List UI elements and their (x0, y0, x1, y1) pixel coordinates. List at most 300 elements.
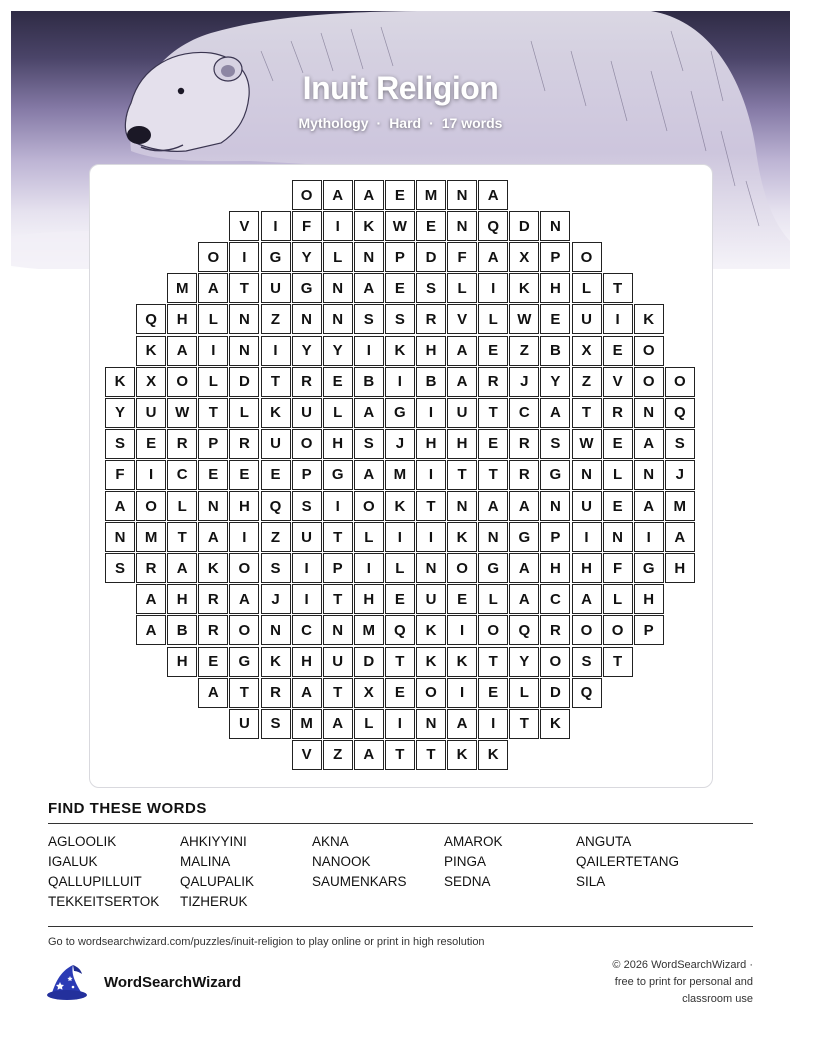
grid-cell[interactable]: K (416, 647, 446, 677)
grid-cell[interactable]: O (478, 615, 508, 645)
grid-cell[interactable]: A (665, 522, 695, 552)
grid-cell[interactable]: K (447, 647, 477, 677)
grid-cell[interactable]: H (665, 553, 695, 583)
grid-cell[interactable]: A (509, 584, 539, 614)
puzzle-category: Mythology (298, 115, 369, 131)
grid-cell[interactable]: A (354, 398, 384, 428)
grid-cell[interactable]: A (167, 336, 197, 366)
grid-cell[interactable]: D (509, 211, 539, 241)
grid-cell[interactable]: T (603, 273, 633, 303)
grid-cell[interactable]: G (634, 553, 664, 583)
grid-cell[interactable]: Q (478, 211, 508, 241)
meta-separator: · (376, 115, 382, 131)
grid-cell[interactable]: O (292, 180, 322, 210)
grid-cell[interactable]: X (572, 336, 602, 366)
grid-cell[interactable]: M (292, 709, 322, 739)
grid-cell[interactable]: C (167, 460, 197, 490)
grid-cell[interactable]: U (229, 709, 259, 739)
grid-cell[interactable]: U (416, 584, 446, 614)
grid-cell[interactable]: D (416, 242, 446, 272)
grid-cell[interactable]: Q (665, 398, 695, 428)
grid-cell[interactable]: H (540, 553, 570, 583)
grid-cell[interactable]: E (478, 429, 508, 459)
grid-cell[interactable]: H (447, 429, 477, 459)
grid-cell[interactable]: E (447, 584, 477, 614)
grid-cell[interactable]: H (323, 429, 353, 459)
grid-cell[interactable]: N (416, 709, 446, 739)
grid-cell[interactable]: K (198, 553, 228, 583)
grid-cell[interactable]: O (136, 491, 166, 521)
grid-cell[interactable]: E (603, 336, 633, 366)
grid-cell[interactable]: K (261, 398, 291, 428)
grid-cell[interactable]: L (323, 398, 353, 428)
grid-cell[interactable]: Z (323, 740, 353, 770)
grid-cell[interactable]: D (540, 678, 570, 708)
grid-cell[interactable]: H (167, 584, 197, 614)
grid-cell[interactable]: V (447, 304, 477, 334)
grid-cell[interactable]: N (198, 491, 228, 521)
grid-cell[interactable]: J (261, 584, 291, 614)
grid-cell[interactable]: B (540, 336, 570, 366)
grid-cell[interactable]: M (354, 615, 384, 645)
grid-cell[interactable]: S (665, 429, 695, 459)
grid-cell[interactable]: X (354, 678, 384, 708)
grid-cell[interactable]: K (447, 522, 477, 552)
grid-cell[interactable]: A (354, 273, 384, 303)
grid-cell[interactable]: H (572, 553, 602, 583)
grid-cell[interactable]: I (261, 211, 291, 241)
grid-cell[interactable]: S (572, 647, 602, 677)
grid-cell[interactable]: E (385, 180, 415, 210)
grid-cell[interactable]: A (354, 460, 384, 490)
grid-cell[interactable]: K (478, 740, 508, 770)
grid-cell[interactable]: A (540, 398, 570, 428)
grid-cell[interactable]: O (229, 615, 259, 645)
grid-cell[interactable]: A (136, 584, 166, 614)
grid-cell[interactable]: P (540, 242, 570, 272)
grid-cell[interactable]: P (323, 553, 353, 583)
grid-cell[interactable]: X (136, 367, 166, 397)
grid-cell[interactable]: A (198, 522, 228, 552)
grid-cell[interactable]: M (167, 273, 197, 303)
grid-cell[interactable]: Z (261, 522, 291, 552)
grid-cell[interactable]: N (540, 211, 570, 241)
grid-cell[interactable]: L (198, 367, 228, 397)
grid-cell[interactable]: I (229, 522, 259, 552)
grid-cell[interactable]: U (136, 398, 166, 428)
grid-cell[interactable]: R (198, 584, 228, 614)
grid-cell[interactable]: V (229, 211, 259, 241)
grid-cell[interactable]: I (354, 553, 384, 583)
grid-cell[interactable]: T (229, 678, 259, 708)
grid-cell[interactable]: I (478, 709, 508, 739)
grid-cell[interactable]: K (509, 273, 539, 303)
grid-cell[interactable]: A (136, 615, 166, 645)
grid-cell[interactable]: A (292, 678, 322, 708)
grid-cell[interactable]: A (509, 553, 539, 583)
grid-cell[interactable]: A (354, 740, 384, 770)
grid-cell[interactable]: I (198, 336, 228, 366)
grid-cell[interactable]: Q (136, 304, 166, 334)
grid-cell[interactable]: I (385, 367, 415, 397)
grid-cell[interactable]: A (634, 429, 664, 459)
grid-cell[interactable]: H (540, 273, 570, 303)
grid-cell[interactable]: I (447, 678, 477, 708)
grid-cell[interactable]: I (354, 336, 384, 366)
grid-cell[interactable]: Q (385, 615, 415, 645)
grid-cell[interactable]: N (603, 522, 633, 552)
grid-cell[interactable]: I (229, 242, 259, 272)
grid-cell[interactable]: S (416, 273, 446, 303)
grid-cell[interactable]: T (261, 367, 291, 397)
grid-cell[interactable]: T (447, 460, 477, 490)
grid-cell[interactable]: R (540, 615, 570, 645)
grid-cell[interactable]: R (198, 615, 228, 645)
grid-cell[interactable]: A (105, 491, 135, 521)
grid-cell[interactable]: M (136, 522, 166, 552)
grid-cell[interactable]: Q (261, 491, 291, 521)
grid-cell[interactable]: I (478, 273, 508, 303)
grid-cell[interactable]: L (167, 491, 197, 521)
grid-cell[interactable]: P (198, 429, 228, 459)
grid-cell[interactable]: L (572, 273, 602, 303)
copyright-line: classroom use (682, 993, 753, 1005)
grid-cell[interactable]: K (385, 491, 415, 521)
grid-cell[interactable]: P (292, 460, 322, 490)
grid-cell[interactable]: T (198, 398, 228, 428)
grid-cell[interactable]: I (447, 615, 477, 645)
grid-cell[interactable]: O (416, 678, 446, 708)
grid-cell[interactable]: Q (509, 615, 539, 645)
grid-cell[interactable]: L (603, 460, 633, 490)
grid-cell[interactable]: R (229, 429, 259, 459)
grid-cell[interactable]: G (261, 242, 291, 272)
grid-cell[interactable]: L (509, 678, 539, 708)
grid-cell[interactable]: U (572, 304, 602, 334)
grid-cell[interactable]: A (634, 491, 664, 521)
grid-cell[interactable]: O (167, 367, 197, 397)
grid-cell[interactable]: G (385, 398, 415, 428)
grid-cell[interactable]: N (354, 242, 384, 272)
grid-cell[interactable]: O (665, 367, 695, 397)
grid-cell[interactable]: A (167, 553, 197, 583)
grid-cell[interactable]: L (603, 584, 633, 614)
grid-cell[interactable]: S (354, 304, 384, 334)
grid-cell[interactable]: E (198, 460, 228, 490)
grid-cell[interactable]: U (572, 491, 602, 521)
grid-cell[interactable]: Y (509, 647, 539, 677)
grid-cell[interactable]: J (385, 429, 415, 459)
grid-cell[interactable]: A (198, 273, 228, 303)
grid-cell[interactable]: O (198, 242, 228, 272)
grid-cell[interactable]: E (478, 678, 508, 708)
grid-cell[interactable]: R (416, 304, 446, 334)
grid-cell[interactable]: D (354, 647, 384, 677)
grid-cell[interactable]: S (385, 304, 415, 334)
grid-cell[interactable]: I (416, 522, 446, 552)
grid-cell[interactable]: O (229, 553, 259, 583)
grid-cell[interactable]: A (229, 584, 259, 614)
grid-cell[interactable]: N (229, 336, 259, 366)
grid-cell[interactable]: A (354, 180, 384, 210)
grid-cell[interactable]: T (385, 740, 415, 770)
grid-cell[interactable]: G (540, 460, 570, 490)
word-list-item: NANOOK (312, 854, 371, 869)
grid-cell[interactable]: B (416, 367, 446, 397)
grid-cell[interactable]: T (416, 740, 446, 770)
grid-cell[interactable]: E (323, 367, 353, 397)
grid-cell[interactable]: K (540, 709, 570, 739)
grid-cell[interactable]: N (572, 460, 602, 490)
grid-cell[interactable]: V (292, 740, 322, 770)
grid-cell[interactable]: E (603, 429, 633, 459)
grid-cell[interactable]: E (136, 429, 166, 459)
grid-cell[interactable]: T (478, 398, 508, 428)
grid-cell[interactable]: I (323, 491, 353, 521)
grid-cell[interactable]: I (261, 336, 291, 366)
grid-cell[interactable]: H (354, 584, 384, 614)
grid-cell[interactable]: L (385, 553, 415, 583)
grid-cell[interactable]: E (385, 678, 415, 708)
grid-cell[interactable]: I (323, 211, 353, 241)
grid-cell[interactable]: E (198, 647, 228, 677)
grid-cell[interactable]: Q (572, 678, 602, 708)
grid-cell[interactable]: I (385, 522, 415, 552)
copyright-line: free to print for personal and (614, 976, 753, 988)
grid-cell[interactable]: Y (292, 336, 322, 366)
grid-cell[interactable]: P (385, 242, 415, 272)
grid-cell[interactable]: I (292, 553, 322, 583)
grid-cell[interactable]: K (354, 211, 384, 241)
grid-cell[interactable]: N (323, 615, 353, 645)
grid-cell[interactable]: C (540, 584, 570, 614)
grid-cell[interactable]: G (478, 553, 508, 583)
grid-cell[interactable]: O (540, 647, 570, 677)
grid-cell[interactable]: K (261, 647, 291, 677)
grid-cell[interactable]: M (385, 460, 415, 490)
grid-cell[interactable]: O (292, 429, 322, 459)
grid-cell[interactable]: B (354, 367, 384, 397)
grid-cell[interactable]: I (385, 709, 415, 739)
grid-cell[interactable]: P (540, 522, 570, 552)
grid-cell[interactable]: X (509, 242, 539, 272)
grid-cell[interactable]: H (292, 647, 322, 677)
grid-cell[interactable]: Z (572, 367, 602, 397)
grid-cell[interactable]: H (416, 336, 446, 366)
grid-cell[interactable]: G (292, 273, 322, 303)
grid-cell[interactable]: K (447, 740, 477, 770)
grid-cell[interactable]: C (509, 398, 539, 428)
grid-cell[interactable]: U (292, 398, 322, 428)
grid-cell[interactable]: T (385, 647, 415, 677)
grid-cell[interactable]: Y (292, 242, 322, 272)
grid-cell[interactable]: R (292, 367, 322, 397)
grid-cell[interactable]: A (323, 180, 353, 210)
grid-cell[interactable]: K (105, 367, 135, 397)
grid-cell[interactable]: T (229, 273, 259, 303)
grid-cell[interactable]: K (136, 336, 166, 366)
grid-cell[interactable]: T (323, 584, 353, 614)
grid-cell[interactable]: E (385, 273, 415, 303)
grid-cell[interactable]: S (261, 709, 291, 739)
grid-cell[interactable]: O (572, 242, 602, 272)
grid-cell[interactable]: N (447, 491, 477, 521)
grid-cell[interactable]: H (416, 429, 446, 459)
grid-cell[interactable]: K (416, 615, 446, 645)
grid-cell[interactable]: N (634, 398, 664, 428)
grid-cell[interactable]: H (634, 584, 664, 614)
grid-cell[interactable]: I (572, 522, 602, 552)
grid-cell[interactable]: I (634, 522, 664, 552)
grid-cell[interactable]: E (385, 584, 415, 614)
grid-cell[interactable]: F (447, 242, 477, 272)
grid-cell[interactable]: W (572, 429, 602, 459)
grid-cell[interactable]: A (572, 584, 602, 614)
grid-cell[interactable]: U (292, 522, 322, 552)
grid-cell[interactable]: T (167, 522, 197, 552)
grid-cell[interactable]: S (105, 429, 135, 459)
grid-cell[interactable]: S (261, 553, 291, 583)
grid-cell[interactable]: A (447, 709, 477, 739)
grid-cell[interactable]: N (416, 553, 446, 583)
grid-cell[interactable]: N (447, 211, 477, 241)
grid-cell[interactable]: N (229, 304, 259, 334)
grid-cell[interactable]: A (198, 678, 228, 708)
grid-cell[interactable]: I (416, 460, 446, 490)
grid-cell[interactable]: O (572, 615, 602, 645)
grid-cell[interactable]: T (572, 398, 602, 428)
grid-cell[interactable]: A (509, 491, 539, 521)
grid-cell[interactable]: U (261, 273, 291, 303)
grid-cell[interactable]: E (478, 336, 508, 366)
grid-cell[interactable]: N (323, 273, 353, 303)
grid-cell[interactable]: L (323, 242, 353, 272)
grid-cell[interactable]: N (261, 615, 291, 645)
grid-cell[interactable]: A (447, 336, 477, 366)
grid-cell[interactable]: N (323, 304, 353, 334)
grid-cell[interactable]: D (229, 367, 259, 397)
grid-cell[interactable]: S (354, 429, 384, 459)
grid-cell[interactable]: Z (261, 304, 291, 334)
grid-cell[interactable]: N (447, 180, 477, 210)
grid-cell[interactable]: F (105, 460, 135, 490)
grid-cell[interactable]: O (634, 367, 664, 397)
grid-cell[interactable]: R (509, 429, 539, 459)
grid-cell[interactable]: E (416, 211, 446, 241)
grid-cell[interactable]: G (509, 522, 539, 552)
grid-cell[interactable]: A (478, 242, 508, 272)
grid-cell[interactable]: N (634, 460, 664, 490)
grid-cell[interactable]: G (229, 647, 259, 677)
grid-cell[interactable]: F (603, 553, 633, 583)
grid-cell[interactable]: A (323, 709, 353, 739)
grid-cell[interactable]: I (136, 460, 166, 490)
grid-cell[interactable]: V (603, 367, 633, 397)
grid-cell[interactable]: L (198, 304, 228, 334)
grid-cell[interactable]: S (105, 553, 135, 583)
grid-cell[interactable]: N (478, 522, 508, 552)
grid-cell[interactable]: E (229, 460, 259, 490)
grid-cell[interactable]: J (665, 460, 695, 490)
grid-cell[interactable]: Z (509, 336, 539, 366)
grid-cell[interactable]: T (323, 522, 353, 552)
word-list-item: SILA (576, 874, 606, 889)
grid-cell[interactable]: B (167, 615, 197, 645)
grid-cell[interactable]: K (385, 336, 415, 366)
grid-cell[interactable]: E (261, 460, 291, 490)
grid-cell[interactable]: O (634, 336, 664, 366)
grid-cell[interactable]: W (509, 304, 539, 334)
grid-cell[interactable]: Y (105, 398, 135, 428)
grid-cell[interactable]: Y (540, 367, 570, 397)
grid-cell[interactable]: L (478, 584, 508, 614)
grid-cell[interactable]: T (323, 678, 353, 708)
grid-cell[interactable]: R (603, 398, 633, 428)
grid-cell[interactable]: T (478, 460, 508, 490)
grid-cell[interactable]: T (416, 491, 446, 521)
grid-cell[interactable]: P (634, 615, 664, 645)
grid-cell[interactable]: J (509, 367, 539, 397)
grid-cell[interactable]: T (509, 709, 539, 739)
word-list-item: TIZHERUK (180, 894, 248, 909)
grid-cell[interactable]: N (540, 491, 570, 521)
grid-cell[interactable]: L (229, 398, 259, 428)
grid-cell[interactable]: R (509, 460, 539, 490)
grid-cell[interactable]: C (292, 615, 322, 645)
grid-cell[interactable]: G (323, 460, 353, 490)
grid-cell[interactable]: U (261, 429, 291, 459)
grid-cell[interactable]: O (603, 615, 633, 645)
grid-cell[interactable]: R (478, 367, 508, 397)
grid-cell[interactable]: L (354, 522, 384, 552)
grid-cell[interactable]: K (634, 304, 664, 334)
grid-cell[interactable]: I (603, 304, 633, 334)
grid-cell[interactable]: A (447, 367, 477, 397)
grid-cell[interactable]: N (105, 522, 135, 552)
grid-cell[interactable]: E (603, 491, 633, 521)
grid-cell[interactable]: S (540, 429, 570, 459)
grid-cell[interactable]: U (323, 647, 353, 677)
grid-cell[interactable]: W (167, 398, 197, 428)
grid-cell[interactable]: S (292, 491, 322, 521)
grid-cell[interactable]: R (261, 678, 291, 708)
grid-cell[interactable]: H (167, 304, 197, 334)
grid-cell[interactable]: O (447, 553, 477, 583)
grid-cell[interactable]: A (478, 491, 508, 521)
grid-cell[interactable]: O (354, 491, 384, 521)
grid-cell[interactable]: R (136, 553, 166, 583)
grid-cell[interactable]: L (447, 273, 477, 303)
grid-cell[interactable]: U (447, 398, 477, 428)
grid-cell[interactable]: H (167, 647, 197, 677)
grid-cell[interactable]: I (416, 398, 446, 428)
grid-cell[interactable]: M (665, 491, 695, 521)
grid-cell[interactable]: Y (323, 336, 353, 366)
grid-cell[interactable]: M (416, 180, 446, 210)
grid-cell[interactable]: R (167, 429, 197, 459)
grid-cell[interactable]: A (478, 180, 508, 210)
grid-cell[interactable]: E (540, 304, 570, 334)
grid-cell[interactable]: W (385, 211, 415, 241)
grid-cell[interactable]: H (229, 491, 259, 521)
grid-cell[interactable]: I (292, 584, 322, 614)
grid-cell[interactable]: T (603, 647, 633, 677)
grid-cell[interactable]: L (354, 709, 384, 739)
grid-cell[interactable]: N (292, 304, 322, 334)
grid-cell[interactable]: T (478, 647, 508, 677)
grid-cell[interactable]: L (478, 304, 508, 334)
grid-cell[interactable]: F (292, 211, 322, 241)
